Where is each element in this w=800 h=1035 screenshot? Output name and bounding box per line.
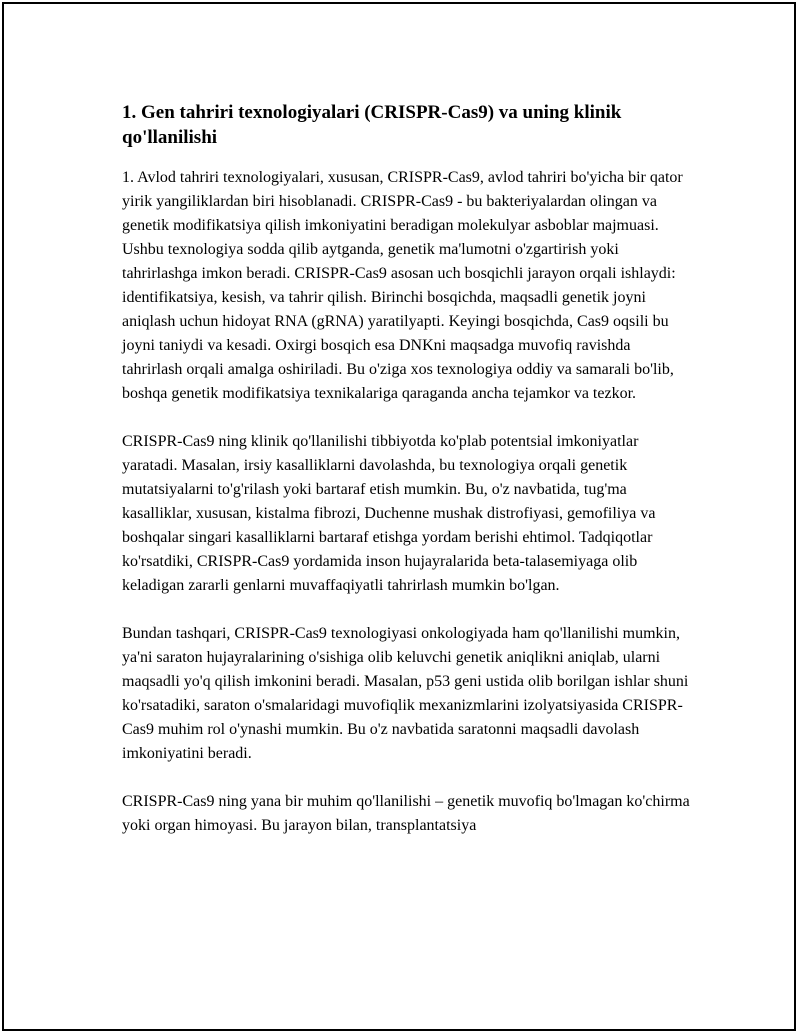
paragraph-2: CRISPR-Cas9 ning klinik qo'llanilishi tibbiyotda ko'plab potentsial imkoniyatlar yaratadi. Masalan, irsiy kasalliklarni davolashda, bu texnologiya orqali genetik mutatsiyalarni to'g'rilash yoki bartaraf etish mumkin. Bu, o'z navbatida, tug'ma kasalliklar, xususan, kistalma fibrozi, Duchenne mushak distrofiyasi, gemofiliya va boshqalar singari kasalliklarni bartaraf etishga yordam berishi ehtimol. Tadqiqotlar ko'rsatdiki, CRISPR-Cas9 yordamida inson hujayralarida beta-talasemiyaga olib keladigan zararli genlarni muvaffaqiyatli tahrirlash mumkin bo'lgan. (122, 433, 656, 594)
paragraph-3: Bundan tashqari, CRISPR-Cas9 texnologiyasi onkologiyada ham qo'llanilishi mumkin, ya'ni saraton hujayralarining o'sishiga olib keluvchi genetik aniqlikni aniqlab, ularni maqsadli yo'q qilish imkonini beradi. Masalan, p53 geni ustida olib borilgan ishlar shuni ko'rsatadiki, saraton o'smalaridagi muvofiqlik mexanizmlarini izolyatsiyasida CRISPR-Cas9 muhim rol o'ynashi mumkin. Bu o'z navbatida saratonni maqsadli davolash imkoniyatini beradi. (122, 625, 689, 762)
paragraph-1: 1. Avlod tahriri texnologiyalari, xususan, CRISPR-Cas9, avlod tahriri bo'yicha bir qator yirik yangiliklardan biri hisoblanadi. CRISPR-Cas9 - bu bakteriyalardan olingan va genetik modifikatsiya qilish imkoniyatini beradigan molekulyar asboblar majmuasi. Ushbu texnologiya sodda qilib aytganda, genetik ma'lumotni o'zgartirish yoki tahrirlashga imkon beradi. CRISPR-Cas9 asosan uch bosqichli jarayon orqali ishlaydi: identifikatsiya, kesish, va tahrir qilish. Birinchi bosqichda, maqsadli genetik joyni aniqlash uchun hidoyat RNA (gRNA) yaratilyapti. Keyingi bosqichda, Cas9 oqsili bu joyni taniydi va kesadi. Oxirgi bosqich esa DNKni maqsadga muvofiq ravishda tahrirlash orqali amalga oshiriladi. Bu o'ziga xos texnologiya oddiy va samarali bo'lib, boshqa genetik modifikatsiya texnikalariga qaraganda ancha tejamkor va tezkor. (122, 169, 683, 402)
document-body (122, 100, 694, 862)
paragraph-4: CRISPR-Cas9 ning yana bir muhim qo'llanilishi – genetik muvofiq bo'lmagan ko'chirma yoki organ himoyasi. Bu jarayon bilan, transplantatsiya (122, 793, 690, 834)
page-frame (2, 2, 796, 1031)
document-title: 1. Gen tahriri texnologiyalari (CRISPR-Cas9) va uning klinik qo'llanilishi (122, 102, 622, 148)
